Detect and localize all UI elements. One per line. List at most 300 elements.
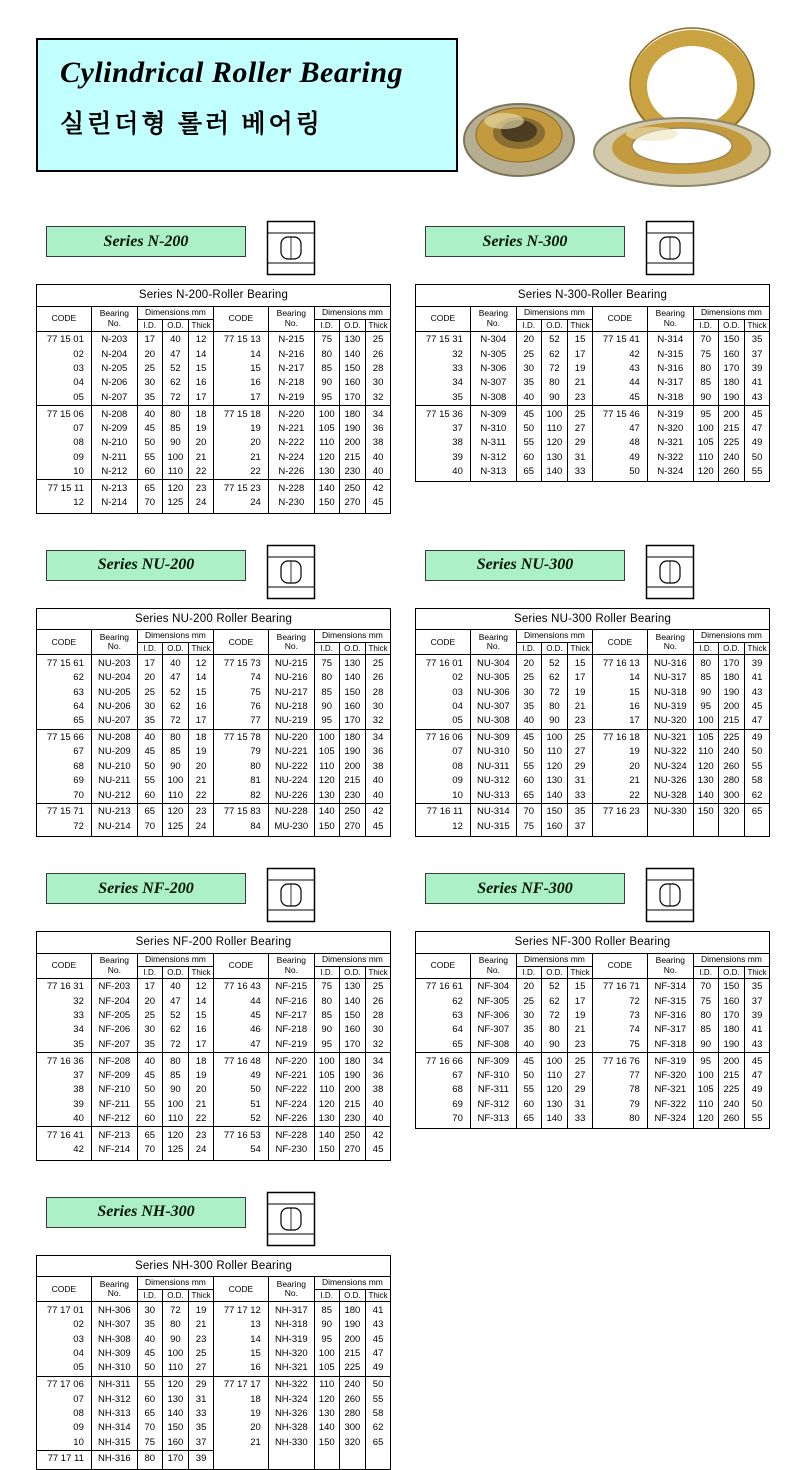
thick-cell: 22 [189,1112,214,1127]
od-cell: 225 [718,1083,745,1097]
bearing-no-cell: N-214 [91,496,137,513]
id-cell: 90 [314,1318,339,1332]
bearing-table-nf-200 [36,931,391,1161]
bearing-no-cell: N-308 [470,391,516,406]
code-cell: 39 [416,451,471,465]
od-cell: 100 [162,451,189,465]
thick-cell: 17 [189,391,214,406]
thick-cell: 49 [745,1083,770,1097]
empty-cell [745,820,770,837]
thick-cell: 29 [568,436,593,450]
code-cell: 35 [416,391,471,406]
bearing-no-cell: N-309 [470,406,516,422]
id-cell: 40 [516,714,541,729]
col-subheader: O.D. [162,643,189,655]
thick-cell: 58 [745,774,770,788]
od-cell: 190 [339,1069,366,1083]
bearing-no-cell: NU-308 [470,714,516,729]
thick-cell: 32 [366,391,391,406]
od-cell: 72 [541,1009,568,1023]
bearing-photos [458,38,776,186]
id-cell: 95 [693,406,718,422]
code-cell: 46 [213,1023,268,1037]
thick-cell: 35 [568,803,593,819]
table-row [37,789,391,804]
thick-cell: 34 [366,729,391,745]
col-header-code: CODE [416,630,471,655]
id-cell: 20 [516,331,541,347]
id-cell: 70 [137,820,162,837]
code-cell: 17 [592,714,647,729]
code-cell: 08 [37,1407,92,1421]
code-cell: 77 16 01 [416,655,471,671]
od-cell: 170 [162,1450,189,1469]
code-cell: 09 [416,774,471,788]
bearing-no-cell: NU-310 [470,745,516,759]
od-cell: 300 [718,789,745,804]
bearing-no-cell: NU-206 [91,700,137,714]
thick-cell: 40 [366,789,391,804]
id-cell: 75 [314,331,339,347]
bearing-no-cell: NH-307 [91,1318,137,1332]
thick-cell: 39 [745,1009,770,1023]
col-subheader: I.D. [314,966,339,978]
bearing-cross-section-icon [266,220,316,276]
code-cell: 07 [37,1393,92,1407]
od-cell: 225 [718,729,745,745]
thick-cell: 25 [366,978,391,994]
bearing-no-cell: N-222 [268,436,314,450]
od-cell: 140 [339,995,366,1009]
table-row [416,376,770,390]
od-cell: 52 [162,362,189,376]
large-bearing-photo [594,28,770,186]
col-header-dimensions: Dimensions mm [314,1277,390,1290]
thick-cell: 55 [745,760,770,774]
col-header-code: CODE [37,1277,92,1302]
id-cell: 50 [137,1361,162,1376]
code-cell: 43 [592,362,647,376]
id-cell: 80 [314,995,339,1009]
od-cell: 270 [339,1143,366,1160]
id-cell: 105 [314,1361,339,1376]
thick-cell: 50 [366,1376,391,1392]
od-cell: 230 [339,465,366,480]
code-cell: 84 [213,820,268,837]
col-header-dimensions: Dimensions mm [314,953,390,966]
bearing-table-nu-300 [415,608,770,838]
table-row [37,686,391,700]
code-cell: 77 15 36 [416,406,471,422]
code-cell: 09 [37,451,92,465]
od-cell: 230 [339,789,366,804]
code-cell: 15 [213,362,268,376]
code-cell: 44 [592,376,647,390]
bearing-no-cell: N-305 [470,348,516,362]
series-label-nf-200: Series NF-200 [46,873,246,904]
bearing-no-cell: NF-315 [647,995,693,1009]
id-cell: 105 [693,436,718,450]
bearing-no-cell: N-306 [470,362,516,376]
code-cell: 77 17 12 [213,1302,268,1318]
table-row [37,480,391,496]
id-cell: 150 [314,1436,339,1451]
thick-cell: 16 [189,700,214,714]
code-cell: 75 [592,1038,647,1053]
od-cell: 72 [541,686,568,700]
bearing-no-cell: NU-316 [647,655,693,671]
code-cell: 45 [592,391,647,406]
code-cell: 02 [37,1318,92,1332]
bearing-no-cell: NF-211 [91,1098,137,1112]
table-row [37,1083,391,1097]
code-cell: 16 [213,376,268,390]
code-cell: 33 [416,362,471,376]
id-cell: 120 [314,774,339,788]
thick-cell: 37 [745,348,770,362]
id-cell: 40 [137,406,162,422]
col-header-bearing-no: Bearing No. [268,1277,314,1302]
col-header-code: CODE [416,953,471,978]
od-cell: 120 [541,1083,568,1097]
code-cell: 76 [213,700,268,714]
col-header-dimensions: Dimensions mm [314,630,390,643]
bearing-no-cell: NU-211 [91,774,137,788]
thick-cell: 28 [366,1009,391,1023]
od-cell: 120 [162,1376,189,1392]
od-cell: 215 [718,1069,745,1083]
id-cell: 50 [516,745,541,759]
od-cell: 120 [541,760,568,774]
thick-cell: 26 [366,671,391,685]
section-nf-300 [415,867,770,1129]
code-cell: 18 [213,1393,268,1407]
bearing-no-cell: NH-322 [268,1376,314,1392]
empty-cell [592,820,647,837]
od-cell: 180 [339,729,366,745]
col-header-code: CODE [416,306,471,331]
empty-cell [339,1450,366,1469]
id-cell: 110 [693,1098,718,1112]
table-row [37,331,391,347]
thick-cell: 27 [568,745,593,759]
thick-cell: 20 [189,760,214,774]
id-cell: 65 [137,803,162,819]
thick-cell: 27 [189,1361,214,1376]
thick-cell: 35 [745,978,770,994]
table-row [37,1421,391,1435]
bearing-no-cell: N-226 [268,465,314,480]
table-row [416,714,770,729]
od-cell: 90 [541,714,568,729]
thick-cell: 30 [366,376,391,390]
bearing-no-cell: N-224 [268,451,314,465]
thick-cell: 25 [568,1053,593,1069]
table-row [37,348,391,362]
od-cell: 170 [339,714,366,729]
bearing-no-cell: N-215 [268,331,314,347]
table-row [37,745,391,759]
code-cell: 38 [416,436,471,450]
od-cell: 100 [162,1347,189,1361]
id-cell: 110 [314,1376,339,1392]
code-cell: 49 [592,451,647,465]
code-cell: 79 [592,1098,647,1112]
col-header-code: CODE [213,306,268,331]
col-subheader: Thick [568,643,593,655]
table-row [37,1376,391,1392]
bearing-no-cell: NF-210 [91,1083,137,1097]
code-cell: 77 15 01 [37,331,92,347]
table-title: Series N-200-Roller Bearing [37,285,391,307]
bearing-no-cell: NF-321 [647,1083,693,1097]
id-cell: 65 [516,789,541,804]
code-cell: 12 [416,820,471,837]
code-cell: 22 [213,465,268,480]
thick-cell: 45 [745,406,770,422]
col-header-bearing-no: Bearing No. [268,630,314,655]
bearing-no-cell: NU-219 [268,714,314,729]
od-cell: 190 [718,391,745,406]
id-cell: 70 [693,978,718,994]
code-cell: 77 15 41 [592,331,647,347]
bearing-no-cell: N-212 [91,465,137,480]
od-cell: 40 [162,978,189,994]
col-header-code: CODE [213,1277,268,1302]
id-cell: 55 [137,1376,162,1392]
bearing-no-cell: NU-326 [647,774,693,788]
thick-cell: 23 [189,480,214,496]
col-header-dimensions: Dimensions mm [137,953,213,966]
thick-cell: 18 [189,1053,214,1069]
code-cell: 64 [37,700,92,714]
table-row [416,700,770,714]
bearing-no-cell: NF-216 [268,995,314,1009]
thick-cell: 37 [568,820,593,837]
bearing-no-cell: NU-224 [268,774,314,788]
od-cell: 180 [718,1023,745,1037]
thick-cell: 26 [366,995,391,1009]
code-cell: 77 15 66 [37,729,92,745]
id-cell: 35 [516,376,541,390]
id-cell: 30 [516,362,541,376]
id-cell: 90 [314,376,339,390]
col-header-code: CODE [592,306,647,331]
id-cell: 105 [693,1083,718,1097]
od-cell: 72 [162,1038,189,1053]
code-cell: 77 16 13 [592,655,647,671]
bearing-no-cell: NU-204 [91,671,137,685]
code-cell: 77 15 18 [213,406,268,422]
id-cell: 30 [137,376,162,390]
col-header-dimensions: Dimensions mm [137,630,213,643]
id-cell: 75 [314,655,339,671]
id-cell: 100 [693,422,718,436]
od-cell: 52 [162,1009,189,1023]
od-cell: 62 [162,376,189,390]
od-cell: 150 [339,686,366,700]
id-cell: 95 [693,1053,718,1069]
id-cell: 120 [314,451,339,465]
bearing-no-cell: NU-318 [647,686,693,700]
od-cell: 200 [339,1333,366,1347]
thick-cell: 50 [745,1098,770,1112]
col-subheader: I.D. [693,966,718,978]
od-cell: 40 [162,655,189,671]
id-cell: 100 [314,406,339,422]
id-cell: 65 [516,465,541,482]
bearing-no-cell: N-213 [91,480,137,496]
table-row [416,331,770,347]
bearing-no-cell: NU-212 [91,789,137,804]
table-row [37,995,391,1009]
table-row [416,671,770,685]
col-subheader: I.D. [314,1290,339,1302]
thick-cell: 29 [568,760,593,774]
id-cell: 40 [137,1053,162,1069]
thick-cell: 47 [745,422,770,436]
id-cell: 80 [693,655,718,671]
bearing-no-cell: NF-324 [647,1112,693,1129]
id-cell: 30 [516,1009,541,1023]
id-cell: 130 [314,1407,339,1421]
od-cell: 52 [541,655,568,671]
od-cell: 140 [339,348,366,362]
bearing-no-cell: NF-310 [470,1069,516,1083]
code-cell: 19 [213,1407,268,1421]
thick-cell: 24 [189,820,214,837]
thick-cell: 35 [745,331,770,347]
thick-cell: 17 [568,348,593,362]
col-header-dimensions: Dimensions mm [516,306,592,319]
thick-cell: 45 [745,700,770,714]
thick-cell: 41 [745,1023,770,1037]
od-cell: 72 [541,362,568,376]
bearing-no-cell: N-304 [470,331,516,347]
thick-cell: 39 [745,655,770,671]
code-cell: 49 [213,1069,268,1083]
thick-cell: 23 [568,714,593,729]
id-cell: 17 [137,978,162,994]
section-nf-200 [36,867,391,1161]
thick-cell: 38 [366,760,391,774]
od-cell: 160 [541,820,568,837]
code-cell: 15 [592,686,647,700]
code-cell: 21 [213,451,268,465]
table-row [37,1143,391,1160]
table-row [416,1083,770,1097]
empty-cell [693,820,718,837]
thick-cell: 15 [568,655,593,671]
page-title: Cylindrical Roller Bearing [60,56,404,89]
id-cell: 85 [314,1302,339,1318]
od-cell: 72 [162,714,189,729]
od-cell: 80 [541,376,568,390]
id-cell: 40 [516,1038,541,1053]
table-row [37,1112,391,1127]
id-cell: 50 [137,436,162,450]
thick-cell: 20 [189,1083,214,1097]
code-cell: 20 [592,760,647,774]
od-cell: 47 [162,995,189,1009]
od-cell: 180 [718,671,745,685]
table-row [37,760,391,774]
od-cell: 52 [162,686,189,700]
id-cell: 100 [693,1069,718,1083]
code-cell: 77 17 11 [37,1450,92,1469]
table-row [37,774,391,788]
bearing-no-cell: NH-314 [91,1421,137,1435]
table-row [37,391,391,406]
thick-cell: 49 [745,729,770,745]
bearing-no-cell: NF-203 [91,978,137,994]
id-cell: 85 [693,671,718,685]
thick-cell: 41 [745,671,770,685]
bearing-no-cell: NF-214 [91,1143,137,1160]
col-subheader: O.D. [339,966,366,978]
thick-cell: 62 [745,789,770,804]
od-cell: 80 [162,1053,189,1069]
thick-cell: 38 [366,436,391,450]
thick-cell: 14 [189,995,214,1009]
id-cell: 50 [516,1069,541,1083]
col-header-bearing-no: Bearing No. [470,306,516,331]
bearing-no-cell: N-216 [268,348,314,362]
bearing-no-cell: N-316 [647,362,693,376]
id-cell: 120 [693,760,718,774]
od-cell: 125 [162,1143,189,1160]
bearing-no-cell: NU-309 [470,729,516,745]
id-cell: 95 [693,700,718,714]
id-cell: 35 [137,1038,162,1053]
thick-cell: 45 [745,1053,770,1069]
col-header-code: CODE [37,953,92,978]
thick-cell: 39 [189,1450,214,1469]
table-row [37,1347,391,1361]
id-cell: 65 [137,1127,162,1143]
id-cell: 50 [516,422,541,436]
thick-cell: 21 [189,1318,214,1332]
thick-cell: 22 [189,465,214,480]
thick-cell: 33 [568,465,593,482]
id-cell: 90 [693,391,718,406]
table-row [37,376,391,390]
table-row [416,760,770,774]
code-cell: 72 [592,995,647,1009]
thick-cell: 45 [366,496,391,513]
code-cell: 08 [37,436,92,450]
od-cell: 280 [339,1407,366,1421]
col-subheader: I.D. [137,643,162,655]
bearing-no-cell: NH-328 [268,1421,314,1435]
bearing-no-cell: NU-217 [268,686,314,700]
thick-cell: 17 [189,1038,214,1053]
table-row [416,729,770,745]
thick-cell: 21 [189,774,214,788]
bearing-table-nf-300 [415,931,770,1129]
bearing-no-cell: N-210 [91,436,137,450]
code-cell: 77 16 18 [592,729,647,745]
thick-cell: 21 [189,451,214,465]
id-cell: 60 [137,789,162,804]
od-cell: 90 [162,760,189,774]
bearing-no-cell: NU-210 [91,760,137,774]
code-cell: 75 [213,686,268,700]
bearing-no-cell: NF-319 [647,1053,693,1069]
od-cell: 120 [162,480,189,496]
thick-cell: 40 [366,451,391,465]
id-cell: 140 [314,803,339,819]
